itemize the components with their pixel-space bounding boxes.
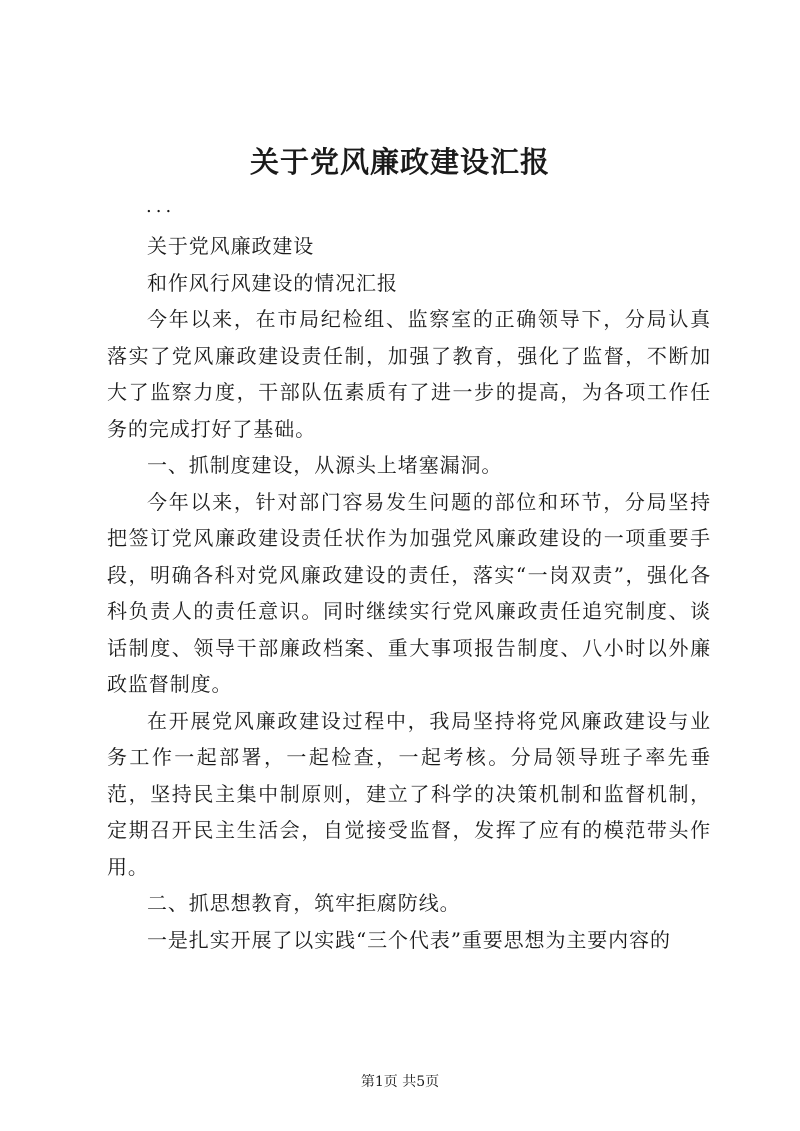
paragraph: 今年以来，在市局纪检组、监察室的正确领导下，分局认真落实了党风廉政建设责任制，加强了教育，强化了监督，不断加大了监察力度，干部队伍素质有了进一步的提高，为各项工作任务的完成打好了基础。 bbox=[107, 307, 711, 441]
document-title: 关于党风廉政建设汇报 bbox=[249, 145, 550, 179]
subtitle-line-1: 关于党风廉政建设 bbox=[147, 234, 315, 258]
page-number-footer: 第1页 共5页 bbox=[360, 1074, 440, 1090]
paragraph: 在开展党风廉政建设过程中，我局坚持将党风廉政建设与业务工作一起部署，一起检查，一起考核。分局领导班子率先垂范，坚持民主集中制原则，建立了科学的决策机制和监督机制，定期召开民主生活会，自觉接受监督，发挥了应有的模范带头作用。 bbox=[107, 708, 711, 879]
paragraph: 一是扎实开展了以实践“三个代表”重要思想为主要内容的 bbox=[147, 927, 671, 952]
section-heading: 一、抓制度建设，从源头上堵塞漏洞。 bbox=[147, 453, 503, 477]
section-heading: 二、抓思想教育，筑牢拒腐防线。 bbox=[147, 891, 461, 915]
document-body bbox=[107, 228, 711, 958]
subtitle-line-2: 和作风行风建设的情况汇报 bbox=[147, 270, 398, 295]
paragraph: 今年以来，针对部门容易发生问题的部位和环节，分局坚持把签订党风廉政建设责任状作为加强党风廉政建设的一项重要手段，明确各科对党风廉政建设的责任，落实“一岗双责”，强化各科负责人的责任意识。同时继续实行党风廉政责任追究制度、谈话制度、领导干部廉政档案、重大事项报告制度、八小时以外廉政监督制度。 bbox=[107, 489, 711, 696]
ellipsis-marker: ... bbox=[146, 196, 176, 217]
